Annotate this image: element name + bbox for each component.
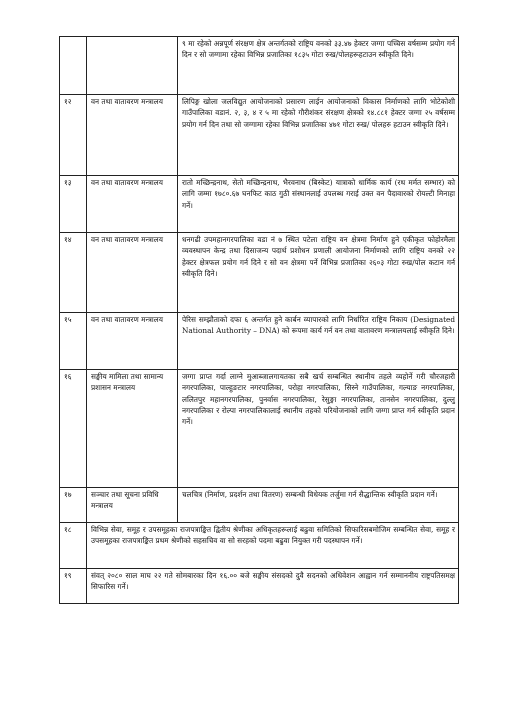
table-row <box>60 37 459 95</box>
table-row <box>60 233 459 313</box>
row-number: १५ <box>60 313 87 370</box>
table-row <box>60 488 459 523</box>
decision-cell: धनगढी उपमहानगरपालिका वडा नं ७ स्थित पटेला राष्ट्रिय वन क्षेत्रमा निर्माण हुने एकीकृत फोहोरमैला व्यवस्थापन केन्द्र तथा दिसाजन्य पदार्थ प्रशोधन प्रणाली आयोजना निर्माणको लागि राष्ट्रिय वनको २२ हेक्टर क्षेत्रफल प्रयोग गर्न दिने र सो वन क्षेत्रमा पर्ने विभिन्न प्रजातिका २६०३ गोटा रुख/पोल कटान गर्न स्वीकृति दिने। <box>178 233 459 313</box>
row-number: १७ <box>60 488 87 523</box>
decision-cell: लिपिङ्ग खोला जलविद्युत आयोजनाको प्रसारण लाईन आयोजनाको विकास निर्माणको लागि भोटेकोशी गाउँपालिका वडानं. २, ३, ४ र ५ मा रहेको गौरीशंकर संरक्षण क्षेत्रको १४.८८१ हेक्टर जग्गा २५ वर्षसम्म प्रयोग गर्न दिन तथा सो जग्गामा रहेका विभिन्न प्रजातिका ४७१ गोटा रुख/ पोलहरु हटाउन स्वीकृति दिने। <box>178 95 459 176</box>
decision-cell: ९ मा रहेको अन्नपूर्ण संरक्षण क्षेत्र अन्तर्गतको राष्ट्रिय वनको ३३.४७ हेक्टर जग्गा पच्चिस वर्षसम्म प्रयोग गर्न दिन र सो जग्गामा रहेका विभिन्न प्रजातिका १८३५ गोटा रुख/पोलहरूहटाउन स्वीकृति दिने। <box>178 37 459 95</box>
decision-cell: पेरिस सम्झौताको दफा ६ अन्तर्गत हुने कार्बन व्यापारको लागि निर्धारित राष्ट्रिय निकाय (Designated National Authority – DNA) को रूपमा कार्य गर्न वन तथा वातावरण मन्त्रालयलाई स्वीकृति दिने। <box>178 313 459 370</box>
ministry-cell: वन तथा वातावरण मन्त्रालय <box>87 233 178 313</box>
decisions-table <box>59 36 459 604</box>
row-number: १९ <box>60 569 87 604</box>
ministry-cell: वन तथा वातावरण मन्त्रालय <box>87 176 178 233</box>
ministry-cell: वन तथा वातावरण मन्त्रालय <box>87 95 178 176</box>
ministry-cell: सञ्चार तथा सूचना प्रविधि मन्त्रालय <box>87 488 178 523</box>
row-number: १४ <box>60 233 87 313</box>
table-row <box>60 313 459 370</box>
ministry-cell <box>87 37 178 95</box>
ministry-cell: वन तथा वातावरण मन्त्रालय <box>87 313 178 370</box>
decision-cell: विभिन्न सेवा, समूह र उपसमूहका राजपत्राङ्कित द्वितीय श्रेणीका अधिकृतहरूलाई बढुवा समितिको सिफारिसबमोजिम सम्बन्धित सेवा, समूह र उपसमूहका राजपत्राङ्कित प्रथम श्रेणीको सहसचिव वा सो सरहको पदमा बढुवा नियुक्त गरी पदस्थापन गर्ने। <box>87 523 459 569</box>
row-number: १३ <box>60 176 87 233</box>
document-page <box>59 36 458 604</box>
table-row <box>60 95 459 176</box>
table-row <box>60 370 459 488</box>
table-row <box>60 523 459 569</box>
row-number: १८ <box>60 523 87 569</box>
decision-cell: संवत् २०८० साल माघ २२ गते सोमबारका दिन १६.०० बजे सङ्घीय संसदको दुवै सदनको अधिवेशन आह्वान गर्न सम्माननीय राष्ट्रपतिसमक्ष सिफारिस गर्ने। <box>87 569 459 604</box>
row-number <box>60 37 87 95</box>
row-number: १६ <box>60 370 87 488</box>
decision-cell: रातो मच्छिन्द्रनाथ, सेतो मच्छिन्द्रनाथ, भैरवनाथ (बिस्केट) यात्राको धार्मिक कार्य (रथ मर्मत सम्भार) को लागि जम्मा १७८०.६७ घनफिट काठ गुठी संस्थानलाई उपलब्ध गराई उक्त वन पैदावारको रोयल्टी मिनाहा गर्ने। <box>178 176 459 233</box>
ministry-cell: सङ्घीय मामिला तथा सामान्य प्रशासन मन्त्रालय <box>87 370 178 488</box>
table-row <box>60 176 459 233</box>
decision-cell: जग्गा प्राप्त गर्दा लाग्ने मुआब्जालगायतका सबै खर्च सम्बन्धित स्थानीय तहले व्यहोर्ने गरी चौरजहारी नगरपालिका, पाल्हुङटार नगरपालिका, परोहा नगरपालिका, सिस्ने गाउँपालिका, गल्याङ नगरपालिका, ललितपुर महानगरपालिका, पुनर्वास नगरपालिका, रेसुङ्गा नगरपालिका, तानसेन नगरपालिका, दुल्लु नगरपालिका र रोल्पा नगरपालिकालाई स्थानीय तहको परियोजनाको लागि जग्गा प्राप्त गर्न स्वीकृति प्रदान गर्ने। <box>178 370 459 488</box>
table-row <box>60 569 459 604</box>
decision-cell: चलचित्र (निर्माण, प्रदर्शन तथा वितरण) सम्बन्धी विधेयक तर्जुमा गर्न सैद्धान्तिक स्वीकृति प्रदान गर्ने। <box>178 488 459 523</box>
row-number: १२ <box>60 95 87 176</box>
